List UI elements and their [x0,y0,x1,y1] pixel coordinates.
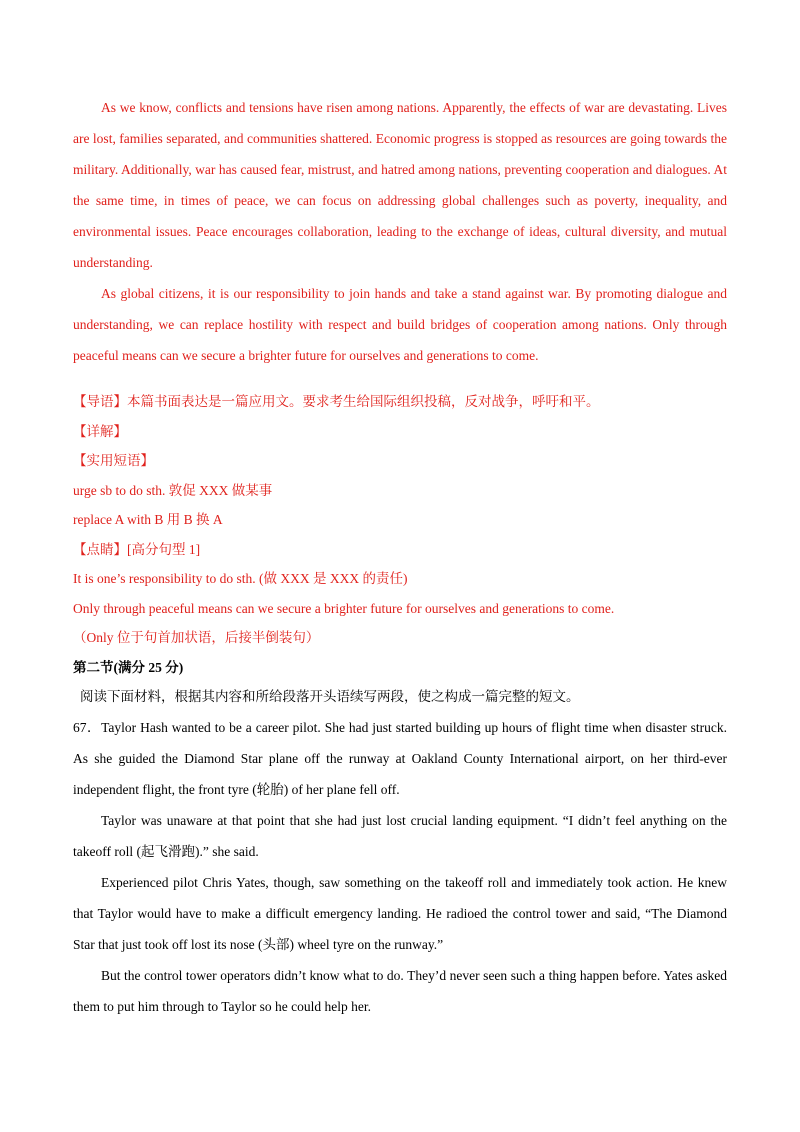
essay-paragraph-1: As we know, conflicts and tensions have risen among nations. Apparently, the effects of war are devastating. Lives are lost, families separated, and communities shattered. Economic progress is stopped as resources are going towards the military. Additionally, war has caused fear, mistrust, and hatred among nations, preventing cooperation and dialogues. At the same time, in times of peace, we can focus on addressing global challenges such as poverty, inequality, and environmental issues. Peace encourages collaboration, leading to the exchange of ideas, cultural diversity, and mutual understanding. [73,100,727,270]
story-paragraph-4: But the control tower operators didn’t know what to do. They’d never seen such a thing happen before. Yates asked them to put him through to Taylor so he could help her. [73,967,727,1014]
phrase-1: urge sb to do sth. 敦促 XXX 做某事 [73,482,273,498]
section-2-instruction: 阅读下面材料，根据其内容和所给段落开头语续写两段，使之构成一篇完整的短文。 [80,689,580,704]
story-paragraph-1: 67．Taylor Hash wanted to be a career pilot. She had just started building up hours of flight time when disaster struck. As she guided the Diamond Star plane off the runway at Oakland County International airport, on her third-ever independent flight, the front tyre (轮胎) of her plane fell off. [73,719,727,797]
detail-heading: 【详解】 [73,423,127,439]
phrase-2: replace A with B 用 B 换 A [73,512,223,527]
document-page [73,92,727,1022]
sentence-pattern-2-note: （Only 位于句首加状语，后接半倒装句） [73,630,320,645]
story-paragraph-2: Taylor was unaware at that point that she had just lost crucial landing equipment. “I didn’t feel anything on the takeoff roll (起飞滑跑).” she said. [73,812,727,859]
highlight-heading: 【点睛】[高分句型 1] [73,541,201,557]
essay-paragraph-2: As global citizens, it is our responsibility to join hands and take a stand against war. By promoting dialogue and understanding, we can replace hostility with respect and build bridges of cooperation among nations. Only through peaceful means can we secure a brighter future for ourselves and generations to come. [73,286,727,363]
section-2-heading: 第二节(满分 25 分) [73,659,184,675]
story-paragraph-3: Experienced pilot Chris Yates, though, saw something on the takeoff roll and immediately took action. He knew that Taylor would have to make a difficult emergency landing. He radioed the control tower and said, “The Diamond Star that just took off lost its nose (头部) wheel tyre on the runway.” [73,874,727,952]
notes-section [73,387,727,653]
sentence-pattern-2: Only through peaceful means can we secure a brighter future for ourselves and generations to come. [73,600,615,616]
guide-note: 【导语】本篇书面表达是一篇应用文。要求考生给国际组织投稿，反对战争，呼吁和平。 [73,394,600,409]
sentence-pattern-1: It is one’s responsibility to do sth. (做 XXX 是 XXX 的责任) [73,571,408,586]
phrases-heading: 【实用短语】 [73,453,154,468]
